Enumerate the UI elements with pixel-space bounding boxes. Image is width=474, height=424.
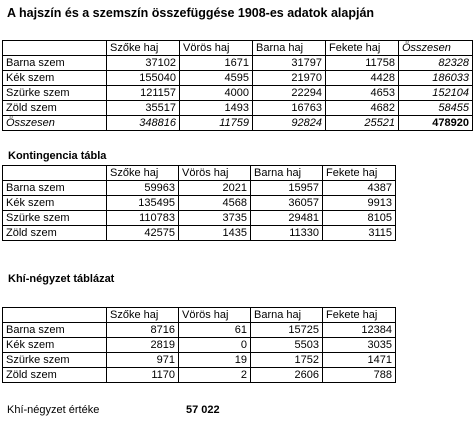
table-cell[interactable]: 36057: [251, 196, 323, 211]
header-cell[interactable]: Szőke haj: [107, 41, 180, 56]
row-label-cell[interactable]: Szürke szem: [3, 211, 107, 226]
table-cell[interactable]: 4595: [180, 71, 253, 86]
table-row: [3, 71, 473, 86]
table-cell[interactable]: 971: [107, 353, 179, 368]
header-cell[interactable]: Fekete haj: [326, 41, 399, 56]
section-title-contingency: Kontingencia tábla: [8, 150, 107, 162]
table-row: [3, 181, 396, 196]
table-cell[interactable]: 3035: [323, 338, 396, 353]
table-cell[interactable]: 4000: [180, 86, 253, 101]
table-cell[interactable]: 61: [179, 323, 251, 338]
column-total-cell[interactable]: 348816: [107, 116, 180, 131]
table-cell[interactable]: 11758: [326, 56, 399, 71]
table-cell[interactable]: 788: [323, 368, 396, 383]
chi-square-value[interactable]: 57 022: [186, 404, 220, 416]
table-row: [3, 226, 396, 241]
header-cell[interactable]: [3, 41, 107, 56]
table-cell[interactable]: 9913: [323, 196, 396, 211]
table-cell[interactable]: 15957: [251, 181, 323, 196]
total-row: [3, 116, 473, 131]
table-cell[interactable]: 31797: [253, 56, 326, 71]
row-label-cell[interactable]: Kék szem: [3, 71, 107, 86]
header-cell[interactable]: Fekete haj: [323, 308, 396, 323]
table-cell[interactable]: 37102: [107, 56, 180, 71]
row-label-cell[interactable]: Kék szem: [3, 196, 107, 211]
table-cell[interactable]: 4387: [323, 181, 396, 196]
row-total-cell[interactable]: 186033: [399, 71, 473, 86]
row-total-cell[interactable]: 82328: [399, 56, 473, 71]
table-cell[interactable]: 121157: [107, 86, 180, 101]
column-total-cell[interactable]: 11759: [180, 116, 253, 131]
table-cell[interactable]: 42575: [107, 226, 179, 241]
header-cell[interactable]: Összesen: [399, 41, 473, 56]
row-label-cell[interactable]: Zöld szem: [3, 226, 107, 241]
table-cell[interactable]: 1435: [179, 226, 251, 241]
table-row: [3, 211, 396, 226]
table-row: [3, 368, 396, 383]
row-label-cell[interactable]: Barna szem: [3, 323, 107, 338]
table-cell[interactable]: 5503: [251, 338, 323, 353]
table-cell[interactable]: 1671: [180, 56, 253, 71]
table-cell[interactable]: 1752: [251, 353, 323, 368]
table-cell[interactable]: 59963: [107, 181, 179, 196]
header-cell[interactable]: [3, 308, 107, 323]
header-cell[interactable]: [3, 166, 107, 181]
table-cell[interactable]: 15725: [251, 323, 323, 338]
row-label-cell[interactable]: Szürke szem: [3, 353, 107, 368]
row-label-cell[interactable]: Zöld szem: [3, 368, 107, 383]
table-cell[interactable]: 29481: [251, 211, 323, 226]
table-cell[interactable]: 19: [179, 353, 251, 368]
table-cell[interactable]: 2021: [179, 181, 251, 196]
row-label-cell[interactable]: Barna szem: [3, 181, 107, 196]
table-cell[interactable]: 1471: [323, 353, 396, 368]
table-cell[interactable]: 110783: [107, 211, 179, 226]
table-cell[interactable]: 11330: [251, 226, 323, 241]
contingency-table: [2, 165, 396, 241]
table-header-row: [3, 308, 396, 323]
table-cell[interactable]: 22294: [253, 86, 326, 101]
table-header-row: [3, 166, 396, 181]
row-label-cell[interactable]: Szürke szem: [3, 86, 107, 101]
row-label-cell[interactable]: Kék szem: [3, 338, 107, 353]
table-cell[interactable]: 4428: [326, 71, 399, 86]
table-cell[interactable]: 135495: [107, 196, 179, 211]
table-cell[interactable]: 3115: [323, 226, 396, 241]
header-cell[interactable]: Barna haj: [251, 308, 323, 323]
table-cell[interactable]: 4682: [326, 101, 399, 116]
table-cell[interactable]: 2819: [107, 338, 179, 353]
table-cell[interactable]: 4653: [326, 86, 399, 101]
header-cell[interactable]: Szőke haj: [107, 166, 179, 181]
table-cell[interactable]: 8716: [107, 323, 179, 338]
table-row: [3, 101, 473, 116]
chi-square-label[interactable]: Khí-négyzet értéke: [7, 404, 100, 416]
table-cell[interactable]: 16763: [253, 101, 326, 116]
table-cell[interactable]: 2606: [251, 368, 323, 383]
row-label-cell[interactable]: Barna szem: [3, 56, 107, 71]
table-cell[interactable]: 155040: [107, 71, 180, 86]
page-title: A hajszín és a szemszín összefüggése 1908-es adatok alapján: [7, 6, 375, 20]
chi-square-table: [2, 307, 396, 383]
total-label-cell[interactable]: Összesen: [3, 116, 107, 131]
table-cell[interactable]: 35517: [107, 101, 180, 116]
header-cell[interactable]: Vörös haj: [180, 41, 253, 56]
section-title-chi-square: Khí-négyzet táblázat: [8, 273, 115, 285]
header-cell[interactable]: Barna haj: [251, 166, 323, 181]
table-cell[interactable]: 3735: [179, 211, 251, 226]
table-row: [3, 338, 396, 353]
table-row: [3, 323, 396, 338]
table-cell[interactable]: 8105: [323, 211, 396, 226]
header-cell[interactable]: Barna haj: [253, 41, 326, 56]
header-cell[interactable]: Vörös haj: [179, 308, 251, 323]
grand-total-cell[interactable]: 478920: [399, 116, 473, 131]
table-cell[interactable]: 4568: [179, 196, 251, 211]
table-cell[interactable]: 0: [179, 338, 251, 353]
table-row: [3, 86, 473, 101]
table-cell[interactable]: 21970: [253, 71, 326, 86]
column-total-cell[interactable]: 25521: [326, 116, 399, 131]
table-cell[interactable]: 12384: [323, 323, 396, 338]
table-cell[interactable]: 2: [179, 368, 251, 383]
table-header-row: [3, 41, 473, 56]
data-table: [2, 40, 473, 131]
table-row: [3, 353, 396, 368]
column-total-cell[interactable]: 92824: [253, 116, 326, 131]
row-label-cell[interactable]: Zöld szem: [3, 101, 107, 116]
row-total-cell[interactable]: 58455: [399, 101, 473, 116]
table-cell[interactable]: 1170: [107, 368, 179, 383]
table-cell[interactable]: 1493: [180, 101, 253, 116]
table-row: [3, 56, 473, 71]
header-cell[interactable]: Fekete haj: [323, 166, 396, 181]
header-cell[interactable]: Vörös haj: [179, 166, 251, 181]
table-row: [3, 196, 396, 211]
row-total-cell[interactable]: 152104: [399, 86, 473, 101]
header-cell[interactable]: Szőke haj: [107, 308, 179, 323]
